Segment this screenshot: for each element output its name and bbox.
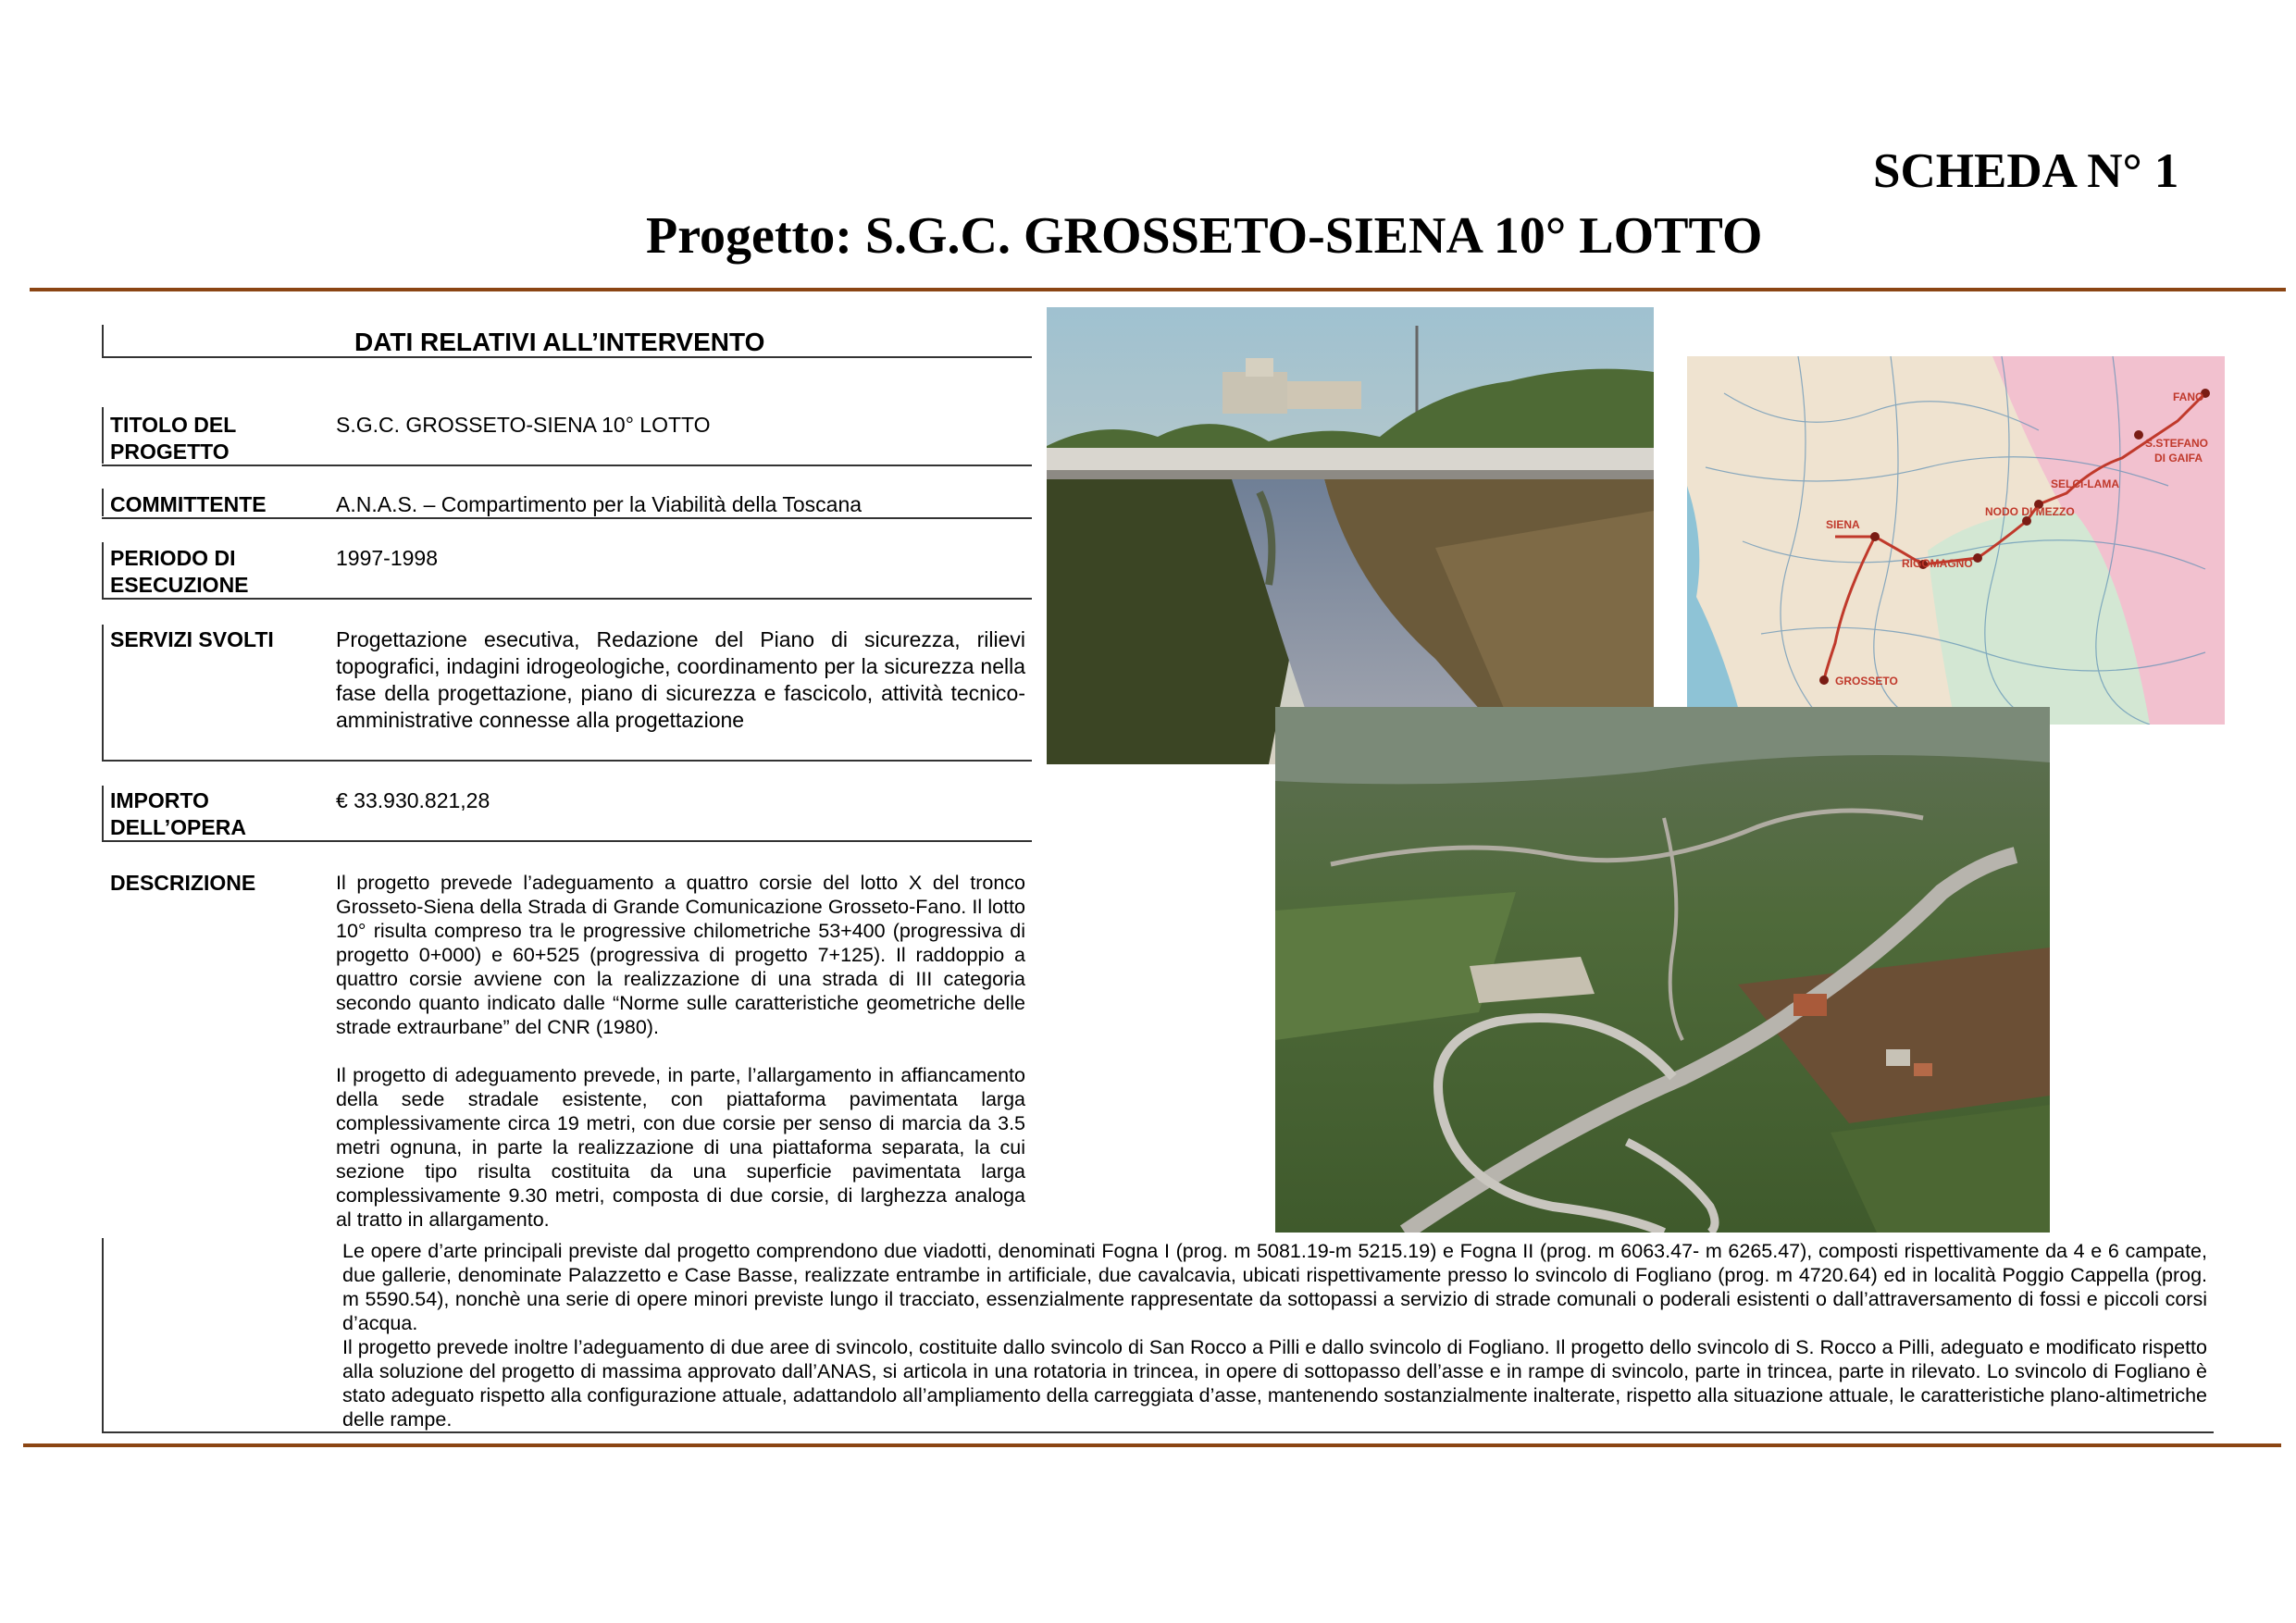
map-label-fano: FANO — [2173, 390, 2204, 403]
importo-label: IMPORTO DELL’OPERA — [110, 788, 246, 839]
table-border — [102, 1238, 104, 1431]
servizi-value: Progettazione esecutiva, Redazione del Piano di sicurezza, rilievi topografici, indagini idrogeologiche, coordinamento per la sicurezza nella fase della progettazione, piano di sicurezza e fascicolo, attività tecnico-amministrative connesse alla progettazione — [336, 627, 1025, 732]
map-label-s-stefano: S.STEFANO — [2145, 437, 2209, 450]
servizi-label: SERVIZI SVOLTI — [110, 627, 274, 651]
table-border — [102, 325, 104, 358]
top-divider — [30, 288, 2286, 291]
row-divider — [102, 465, 1032, 466]
table-border — [102, 786, 104, 841]
titolo-label: TITOLO DEL PROGETTO — [110, 413, 236, 464]
descrizione-paragraph-1: Il progetto prevede l’adeguamento a quattro corsie del lotto X del tronco Grosseto-Siena della Strada di Grande Comunicazione Grosseto-Fano. Il lotto 10° risulta compreso tra le progressive chilometriche 53+400 (progressiva di progetto 0+000) e 60+525 (progressiva di progetto 7+125). Il raddoppio a quattro corsie avviene con la realizzazione di una strada di III categoria secondo quanto indicato dalle “Norme sulle caratteristiche geometriche delle strade extraurbane” del CNR (1980). — [336, 872, 1025, 1038]
row-divider — [102, 760, 1032, 762]
periodo-label: PERIODO DI ESECUZIONE — [110, 546, 249, 597]
table-border — [102, 625, 104, 760]
importo-value: € 33.930.821,28 — [336, 788, 490, 812]
descrizione-paragraph-4: Il progetto prevede inoltre l’adeguamento di due aree di svincolo, costituite dallo svincolo di San Rocco a Pilli e dallo svincolo di Fogliano. Il progetto dello svincolo di S. Rocco a Pilli, adeguato e modificato rispetto alla soluzione del progetto di massima approvato dall’ANAS, si articola in una rotatoria in trincea, in opere di sottopasso dell’asse e in rampe di svincolo, parte in trincea, parte in rilevato. Lo svincolo di Fogliano è stato adeguato rispetto alla configurazione attuale, adattandolo all’ampliamento della carreggiata d’asse, mantenendo sostanzialmente inalterate, rispetto alla situazione attuale, le caratteristiche plano-altimetriche delle rampe. — [342, 1336, 2207, 1431]
map-label-rigomagno: RIGOMAGNO — [1902, 557, 1973, 570]
descrizione-paragraph-3: Le opere d’arte principali previste dal progetto comprendono due viadotti, denominati Fogna I (prog. m 5081.19-m 5215.19) e Fogna II (prog. m 6063.47- m 6265.47), composti rispettivamente da 4 e 6 campate, due gallerie, denominate Palazzetto e Case Basse, realizzate entrambe in artificiale, due cavalcavia, ubicati rispettivamente presso lo svincolo di Fogliano (prog. m 4720.64) ed in località Poggio Cappella (prog. m 5590.54), nonchè una serie di opere minori previste lungo il tracciato, essenzialmente rappresentate da sottopassi a servizio di strade comunali o poderali esistenti o dall’attraversamento di fossi e piccoli corsi d’acqua. — [342, 1240, 2207, 1334]
committente-label: COMMITTENTE — [110, 492, 267, 516]
committente-value: A.N.A.S. – Compartimento per la Viabilità della Toscana — [336, 492, 863, 516]
bottom-divider — [23, 1443, 2281, 1447]
map-label-selci-lama: SELCI-LAMA — [2051, 477, 2119, 490]
row-divider — [102, 1431, 2214, 1433]
table-border — [102, 489, 104, 516]
page-title: Progetto: S.G.C. GROSSETO-SIENA 10° LOTTO — [646, 207, 1763, 265]
row-divider — [102, 840, 1032, 842]
row-divider — [102, 356, 1032, 358]
section-title: DATI RELATIVI ALL’INTERVENTO — [354, 328, 765, 356]
bridge-photo — [1047, 307, 1654, 764]
map-label-nodo-di-mezzo: NODO DI MEZZO — [1985, 505, 2075, 518]
scheda-number: SCHEDA N° 1 — [1873, 144, 2179, 198]
titolo-value: S.G.C. GROSSETO-SIENA 10° LOTTO — [336, 413, 711, 437]
map-label-siena: SIENA — [1826, 518, 1860, 531]
descrizione-label: DESCRIZIONE — [110, 871, 256, 895]
periodo-value: 1997-1998 — [336, 546, 438, 570]
aerial-photo — [1275, 707, 2050, 1233]
table-border — [102, 407, 104, 464]
descrizione-paragraph-2: Il progetto di adeguamento prevede, in parte, l’allargamento in affiancamento della sede stradale esistente, con piattaforma pavimentata larga complessivamente circa 19 metri, con due corsie per senso di marcia da 3.5 metri ognuna, in parte la realizzazione di una piattaforma separata, la cui sezione tipo risulta costituita da una superficie pavimentata larga complessivamente 9.30 metri, composta di due corsie, di larghezza analoga al tratto in allargamento. — [336, 1064, 1025, 1231]
route-map — [1687, 356, 2225, 725]
map-label-grosseto: GROSSETO — [1835, 675, 1898, 688]
row-divider — [102, 598, 1032, 600]
row-divider — [102, 517, 1032, 519]
table-border — [102, 542, 104, 598]
map-label-di-gaifa: DI GAIFA — [2154, 452, 2203, 465]
